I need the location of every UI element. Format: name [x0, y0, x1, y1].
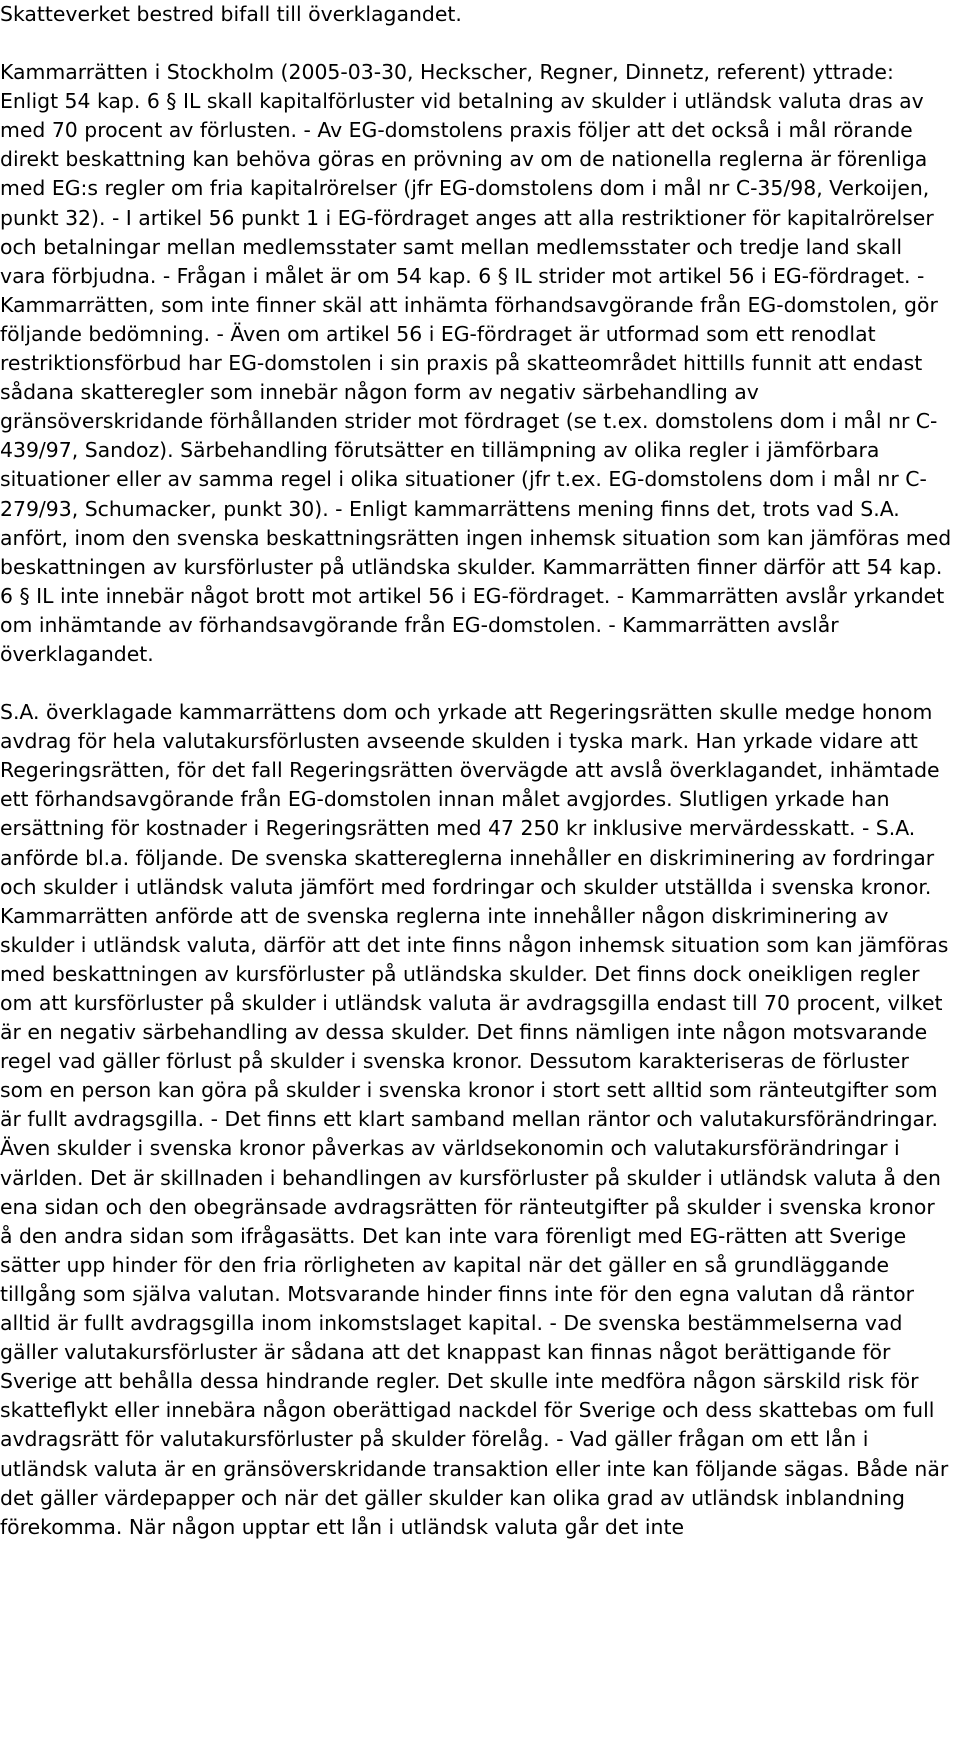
appeal-paragraph: S.A. överklagade kammarrättens dom och yrkade att Regeringsrätten skulle medge honom avdrag för hela valutakursförlusten avseende skulden i tyska mark. Han yrkade vidare att Regeringsrätten, för det fall Regeringsrätten övervägde att avslå överklagandet, inhämtade ett förhandsavgörande från EG-domstolen innan målet avgjordes. Slutligen yrkade han ersättning för kostnader i Regeringsrätten med 47 250 kr inklusive mervärdesskatt. - S.A. anförde bl.a. följande. De svenska skattereglerna innehåller en diskriminering av fordringar och skulder i utländsk valuta jämfört med fordringar och skulder utställda i svenska kronor. Kammarrätten anförde att de svenska reglerna inte innehåller någon diskriminering av skulder i utländsk valuta, därför att det inte finns någon inhemsk situation som kan jämföras med beskattningen av kursförluster på utländska skulder. Det finns dock oneikligen regler om att kursförluster på skulder i utländsk valuta är avdragsgilla endast till 70 procent, vilket är en negativ särbehandling av dessa skulder. Det finns nämligen inte någon motsvarande regel vad gäller förlust på skulder i svenska kronor. Dessutom karakteriseras de förluster som en person kan göra på skulder i svenska kronor i stort sett alltid som ränteutgifter som är fullt avdragsgilla. - Det finns ett klart samband mellan räntor och valutakursförändringar. Även skulder i svenska kronor påverkas av världsekonomin och valutakursförändringar i världen. Det är skillnaden i behandlingen av kursförluster på skulder i utländsk valuta å den ena sidan och den obegränsade avdragsrätten för ränteutgifter på skulder i svenska kronor å den andra sidan som ifrågasätts. Det kan inte vara förenligt med EG-rätten att Sverige sätter upp hinder för den fria rörligheten av kapital när det gäller en så grundläggande tillgång som själva valutan. Motsvarande hinder finns inte för den egna valutan då räntor alltid är fullt avdragsgilla inom inkomstslaget kapital. - De svenska bestämmelserna vad gäller valutakursförluster är sådana att det knappast kan finnas något berättigande för Sverige att behålla dessa hindrande regler. Det skulle inte medföra någon särskild risk för skatteflykt eller innebära någon oberättigad nackdel för Sverige och dess skattebas om full avdragsrätt för valutakursförluster på skulder förelåg. - Vad gäller frågan om ett lån i utländsk valuta är en gränsöverskridande transaktion eller inte kan följande sägas. Både när det gäller värdepapper och när det gäller skulder kan olika grad av utländsk inblandning förekomma. När någon upptar ett lån i utländsk valuta går det inte — [0, 700, 949, 1539]
paragraph-spacer — [0, 669, 952, 698]
paragraph-spacer — [0, 29, 952, 58]
intro-paragraph: Skatteverket bestred bifall till överklagandet. — [0, 2, 462, 26]
court-statement-paragraph: Kammarrätten i Stockholm (2005-03-30, Heckscher, Regner, Dinnetz, referent) yttrade: Enligt 54 kap. 6 § IL skall kapitalförluster vid betalning av skulder i utländsk valuta dras av med 70 procent av förlusten. - Av EG-domstolens praxis följer att det också i mål rörande direkt beskattning kan behöva göras en prövning av om de nationella reglerna är förenliga med EG:s regler om fria kapitalrörelser (jfr EG-domstolens dom i mål nr C-35/98, Verkoijen, punkt 32). - I artikel 56 punkt 1 i EG-fördraget anges att alla restriktioner för kapitalrörelser och betalningar mellan medlemsstater samt mellan medlemsstater och tredje land skall vara förbjudna. - Frågan i målet är om 54 kap. 6 § IL strider mot artikel 56 i EG-fördraget. - Kammarrätten, som inte finner skäl att inhämta förhandsavgörande från EG-domstolen, gör följande bedömning. - Även om artikel 56 i EG-fördraget är utformad som ett renodlat restriktionsförbud har EG-domstolen i sin praxis på skatteområdet hittills funnit att endast sådana skatteregler som innebär någon form av negativ särbehandling av gränsöverskridande förhållanden strider mot fördraget (se t.ex. domstolens dom i mål nr C-439/97, Sandoz). Särbehandling förutsätter en tillämpning av olika regler i jämförbara situationer eller av samma regel i olika situationer (jfr t.ex. EG-domstolens dom i mål nr C-279/93, Schumacker, punkt 30). - Enligt kammarrättens mening finns det, trots vad S.A. anfört, inom den svenska beskattningsrätten ingen inhemsk situation som kan jämföras med beskattningen av kursförluster på utländska skulder. Kammarrätten finner därför att 54 kap. 6 § IL inte innebär något brott mot artikel 56 i EG-fördraget. - Kammarrätten avslår yrkandet om inhämtande av förhandsavgörande från EG-domstolen. - Kammarrätten avslår överklagandet. — [0, 60, 952, 666]
